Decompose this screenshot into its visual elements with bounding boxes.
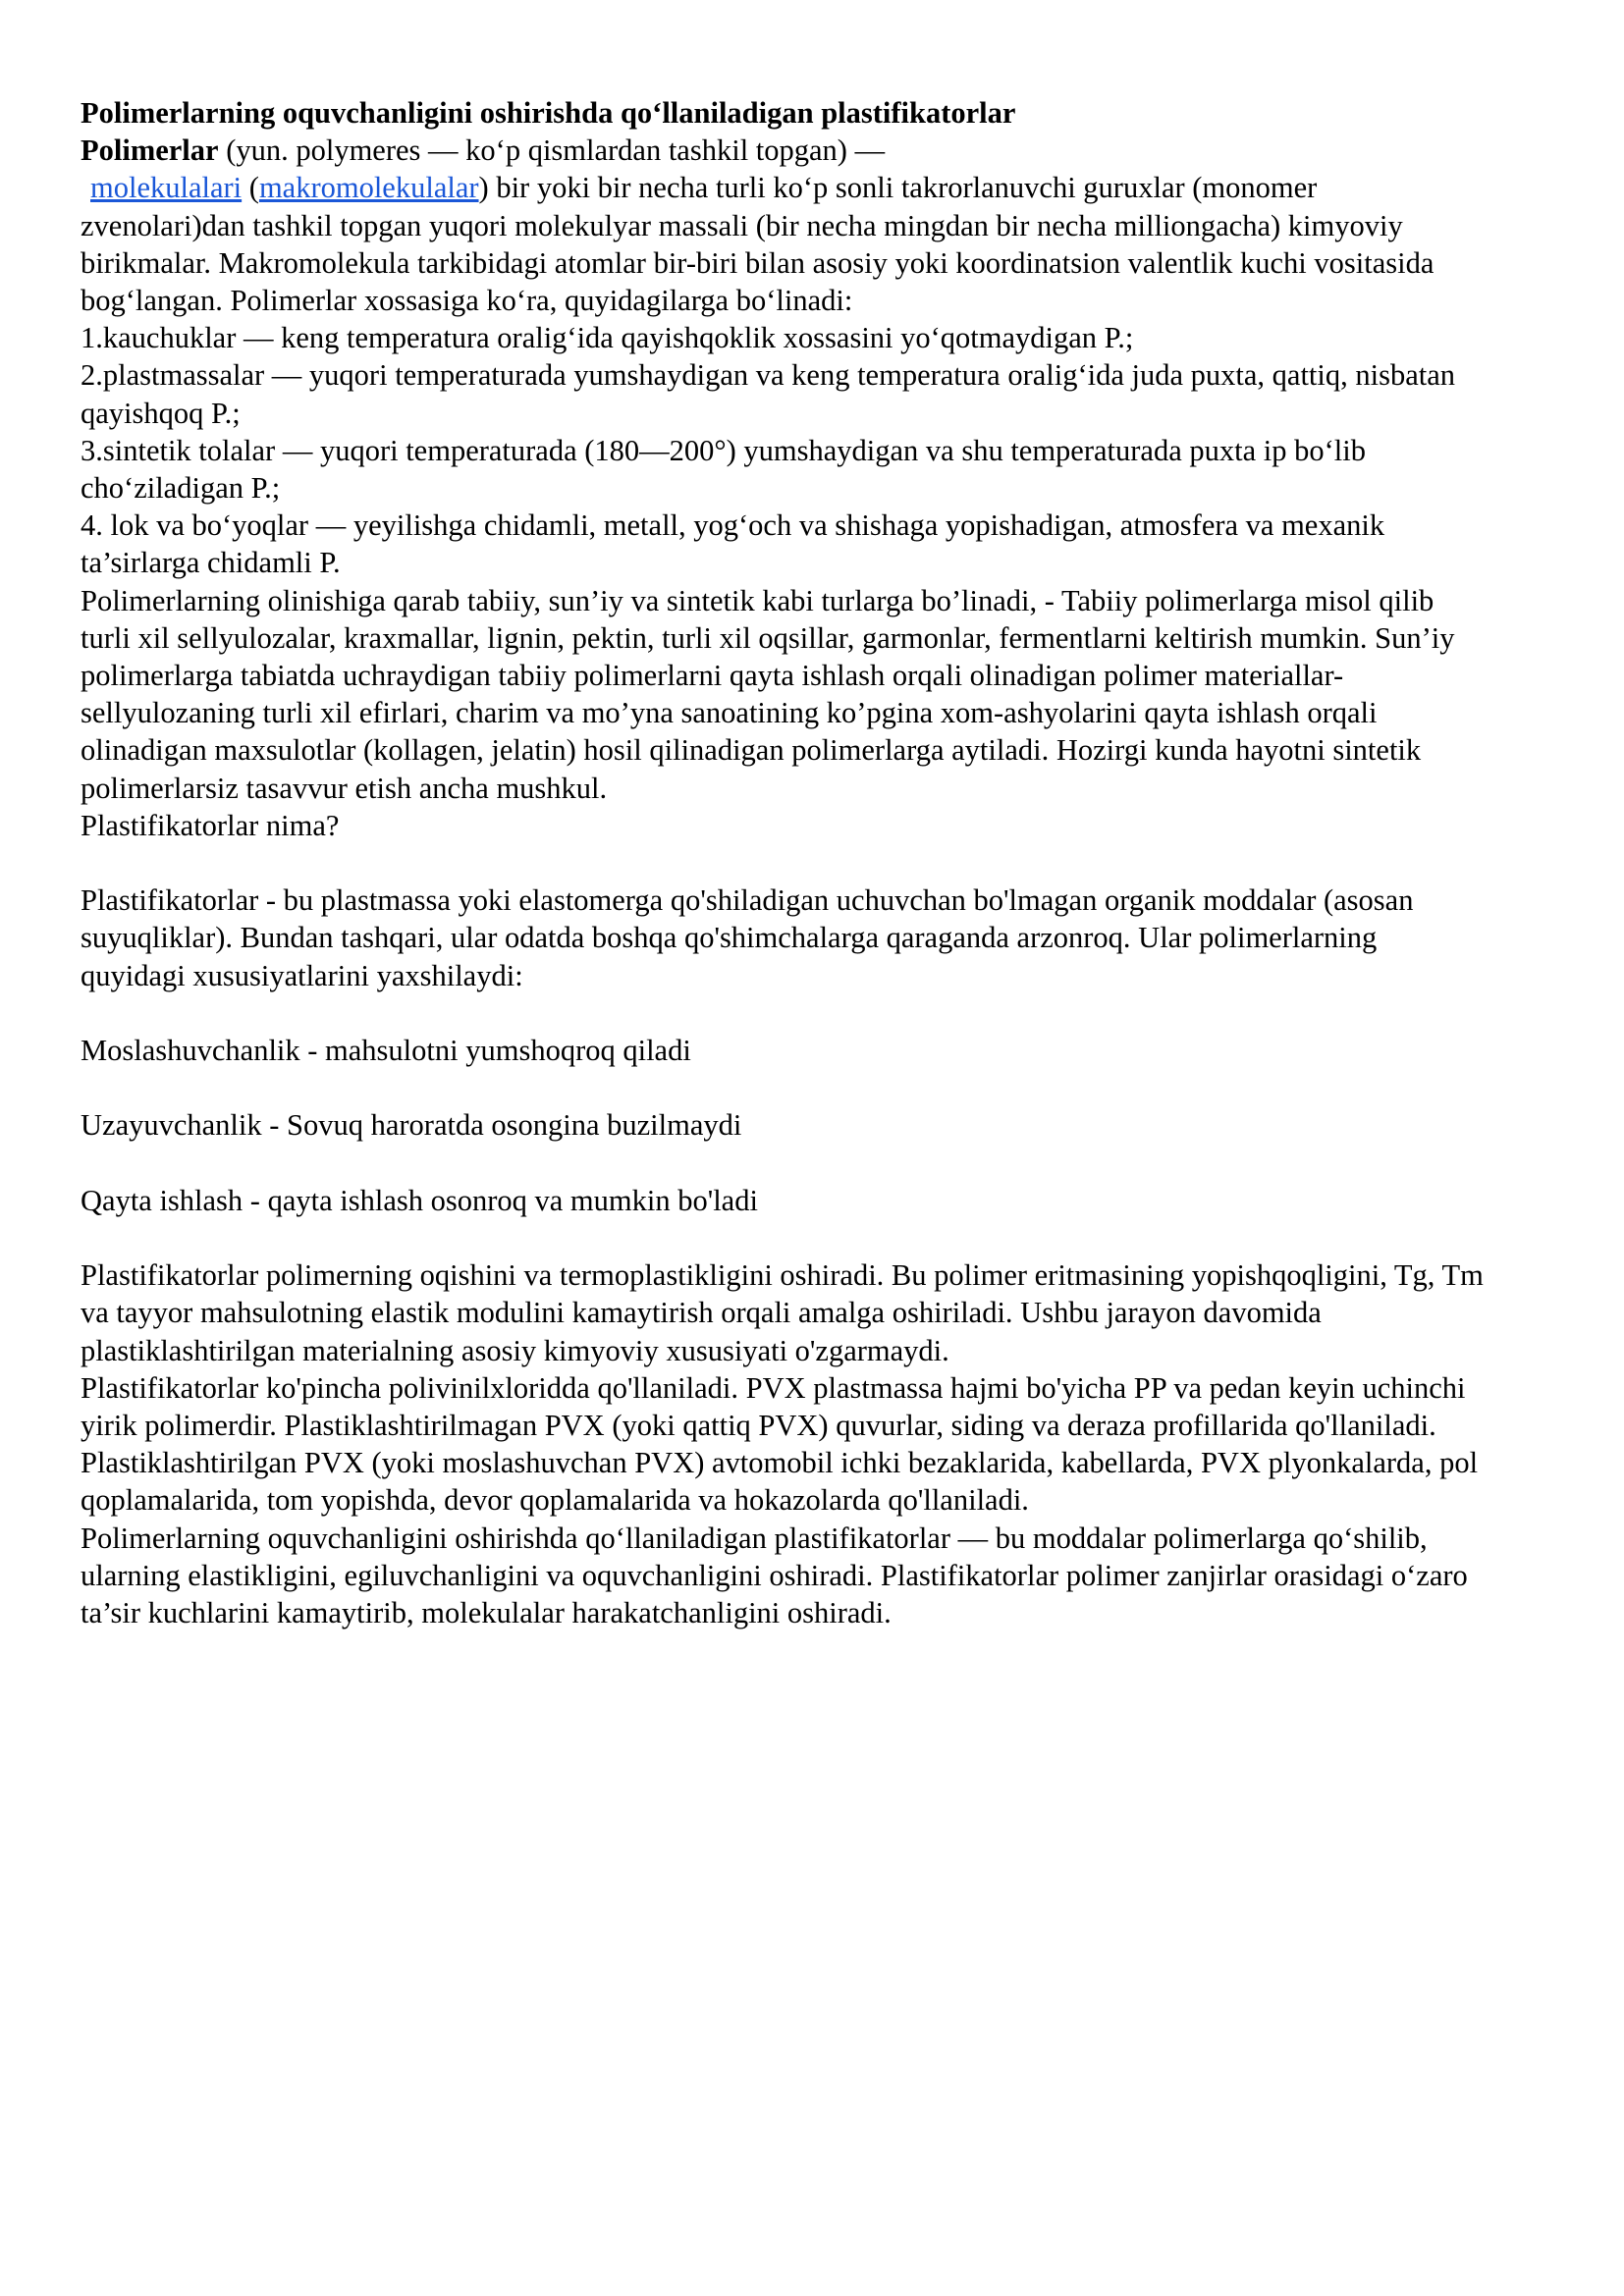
spacer-line-2 bbox=[81, 994, 1485, 1032]
spacer-line-5 bbox=[81, 1219, 1485, 1256]
intro-after-links: ) bir yoki bir necha turli ko‘p sonli takrorlanuvchi guruxlar (monomer zvenolari)dan tashkil topgan yuqori molekulyar massali (bir necha mingdan bir necha milliongacha) kimyoviy birikmalar. Makromolekula tarkibidagi atomlar bir-biri bilan asosiy yoki koordinatsion valentlik kuchi vositasida bog‘langan. Polimerlar xossasiga ko‘ra, quyidagilarga bo‘linadi: bbox=[81, 171, 1435, 318]
intro-between-links: ( bbox=[242, 171, 259, 205]
list-item-lok-va-boyoqlar: 4. lok va bo‘yoqlar — yeyilishga chidamli, metall, yog‘och va shishaga yopishadigan, atmosfera va mexanik ta’sirlarga chidamli P. bbox=[81, 508, 1385, 580]
spacer-line-1 bbox=[81, 844, 1485, 881]
question-plastifikatorlar-nima: Plastifikatorlar nima? bbox=[81, 808, 340, 842]
intro-paragraph bbox=[81, 132, 1485, 319]
link-molekulalari[interactable]: molekulalari bbox=[90, 171, 243, 205]
list-item-plastmassalar: 2.plastmassalar — yuqori temperaturada yumshaydigan va keng temperatura oralig‘ida juda puxta, qattiq, nisbatan qayishqoq P.; bbox=[81, 358, 1456, 430]
paragraph-conclusion: Polimerlarning oquvchanligini oshirishda qo‘llaniladigan plastifikatorlar — bu moddalar polimerlarga qo‘shilib, ularning elastikligini, egiluvchanligini va oquvchanligini oshiradi. Plastifikatorlar polimer zanjirlar orasidagi o‘zaro ta’sir kuchlarini kamaytirib, molekulalar harakatchanligini oshiradi. bbox=[81, 1521, 1468, 1630]
document-title bbox=[81, 94, 1485, 132]
list-item-kauchuklar: 1.kauchuklar — keng temperatura oralig‘ida qayishqoklik xossasini yo‘qotmaydigan P.; bbox=[81, 321, 1134, 355]
link-makromolekulalar[interactable]: makromolekulalar bbox=[258, 171, 479, 205]
spacer-line-3 bbox=[81, 1069, 1485, 1106]
paragraph-polymer-origins: Polimerlarning olinishiga qarab tabiiy, sun’iy va sintetik kabi turlarga bo’linadi, - Tabiiy polimerlarga misol qilib turli xil sellyulozalar, kraxmallar, lignin, pektin, turli xil oqsillar, garmonlar, fermentlarni keltirish mumkin. Sun’iy polimerlarga tabiatda uchraydigan tabiiy polimerlarni qayta ishlash orqali olinadigan polimer materiallar-sellyulozaning turli xil efirlari, charim va mo’yna sanoatining ko’pgina xom-ashyolarini qayta ishlash orqali olinadigan maxsulotlar (kollagen, jelatin) hosil qilinadigan polimerlarga aytiladi. Hozirgi kunda hayotni sintetik polimerlarsiz tasavvur etish ancha mushkul. bbox=[81, 583, 1455, 805]
property-uzayuvchanlik: Uzayuvchanlik - Sovuq haroratda osongina buzilmaydi bbox=[81, 1108, 742, 1143]
document-body bbox=[81, 94, 1485, 1631]
intro-lead-term: Polimerlar bbox=[81, 133, 219, 168]
spacer-line-4 bbox=[81, 1145, 1485, 1182]
paragraph-definition: Plastifikatorlar - bu plastmassa yoki elastomerga qo'shiladigan uchuvchan bo'lmagan organik moddalar (asosan suyuqliklar). Bundan tashqari, ular odatda boshqa qo'shimchalarga qaraganda arzonroq. Ular polimerlarning quyidagi xususiyatlarini yaxshilaydi: bbox=[81, 883, 1414, 992]
intro-lead-rest: (yun. polymeres — ko‘p qismlardan tashkil topgan) — bbox=[218, 133, 886, 168]
property-qayta-ishlash: Qayta ishlash - qayta ishlash osonroq va mumkin bo'ladi bbox=[81, 1183, 758, 1217]
document-title-text: Polimerlarning oquvchanligini oshirishda qo‘llaniladigan plastifikatorlar bbox=[81, 96, 1016, 130]
list-item-sintetik-tolalar: 3.sintetik tolalar — yuqori temperaturada (180—200°) yumshaydigan va shu temperaturada puxta ip bo‘lib cho‘ziladigan P.; bbox=[81, 433, 1366, 506]
property-moslashuvchanlik: Moslashuvchanlik - mahsulotni yumshoqroq qiladi bbox=[81, 1034, 691, 1068]
paragraph-mechanism: Plastifikatorlar polimerning oqishini va termoplastikligini oshiradi. Bu polimer eritmasining yopishqoqligini, Tg, Tm va tayyor mahsulotning elastik modulini kamaytirish orqali amalga oshiriladi. Ushbu jarayon davomida plastiklashtirilgan materialning asosiy kimyoviy xususiyati o'zgarmaydi. bbox=[81, 1258, 1484, 1367]
paragraph-pvc-applications: Plastifikatorlar ko'pincha polivinilxloridda qo'llaniladi. PVX plastmassa hajmi bo'yicha PP va pedan keyin uchinchi yirik polimerdir. Plastiklashtirilmagan PVX (yoki qattiq PVX) quvurlar, siding va deraza profillarida qo'llaniladi. Plastiklashtirilgan PVX (yoki moslashuvchan PVX) avtomobil ichki bezaklarida, kabellarda, PVX plyonkalarda, pol qoplamalarida, tom yopishda, devor qoplamalarida va hokazolarda qo'llaniladi. bbox=[81, 1370, 1479, 1518]
